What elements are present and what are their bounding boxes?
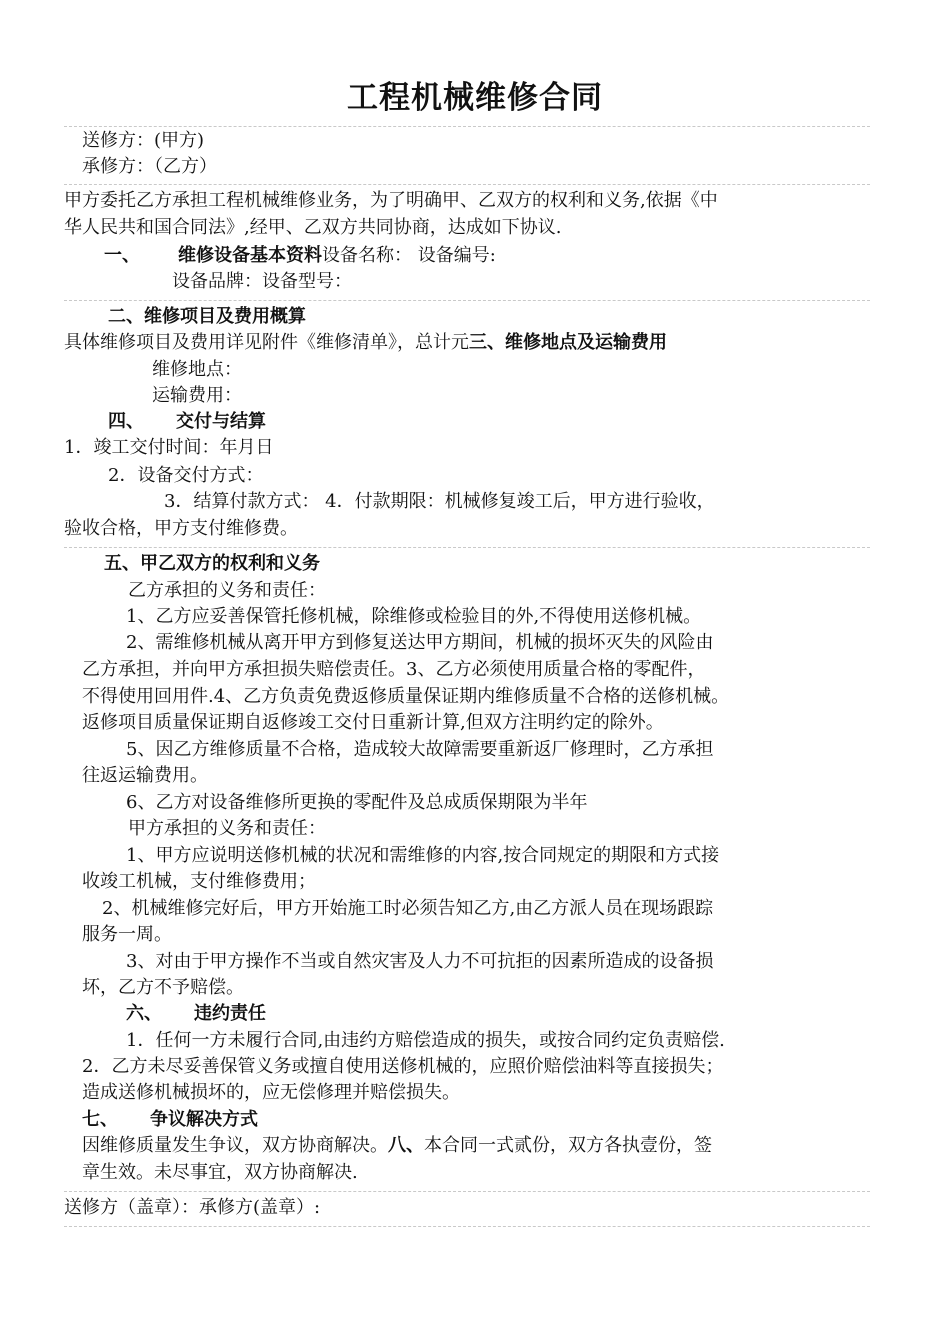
section-1-line-1 bbox=[104, 243, 496, 269]
party-b-duties-title: 乙方承担的义务和责任： bbox=[128, 580, 326, 601]
section-7-line-2: 章生效。未尽事宜，双方协商解决. bbox=[82, 1162, 358, 1183]
party-b-duty-5-line-1: 5、因乙方维修质量不合格，造成较大故障需要重新返厂修理时，乙方承担 bbox=[126, 739, 714, 760]
section-4-item-1: 1．竣工交付时间：年月日 bbox=[64, 437, 274, 458]
section-4-heading-line bbox=[108, 409, 266, 435]
party-a-duty-2-line-1: 2、机械维修完好后，甲方开始施工时必须告知乙方,由乙方派人员在现场跟踪 bbox=[102, 898, 714, 919]
repair-location-line: 维修地点： bbox=[152, 359, 242, 380]
signature-line: 送修方（盖章）：承修方(盖章）: bbox=[64, 1197, 321, 1218]
sender-party-line: 送修方：(甲方) bbox=[82, 130, 205, 151]
party-b-duty-2-line-3: 不得使用回用件.4、乙方负责免费返修质量保证期内维修质量不合格的送修机械。 bbox=[82, 686, 730, 707]
section-4-heading: 交付与结算 bbox=[176, 411, 266, 432]
section-4-item-3-line-2: 验收合格，甲方支付维修费。 bbox=[64, 518, 298, 539]
section-6-item-2-line-2: 造成送修机械损坏的，应无偿修理并赔偿损失。 bbox=[82, 1082, 460, 1103]
section-2-text: 具体维修项目及费用详见附件《维修清单》，总计元 bbox=[64, 332, 469, 353]
party-b-duty-2-line-1: 2、需维修机械从离开甲方到修复送达甲方期间，机械的损坏灭失的风险由 bbox=[126, 632, 714, 653]
party-a-duty-3-line-2: 坏，乙方不予赔偿。 bbox=[82, 977, 244, 998]
party-b-duty-2-line-4: 返修项目质量保证期自返修竣工交付日重新计算,但双方注明约定的除外。 bbox=[82, 712, 664, 733]
section-6-heading: 违约责任 bbox=[194, 1003, 266, 1024]
section-1-fields: 设备名称： 设备编号: bbox=[322, 245, 496, 266]
intro-line-2: 华人民共和国合同法》,经甲、乙双方共同协商，达成如下协议. bbox=[64, 217, 562, 238]
party-b-duty-5-line-2: 往返运输费用。 bbox=[82, 765, 208, 786]
section-7-heading-line bbox=[82, 1107, 258, 1133]
party-b-duty-6: 6、乙方对设备维修所更换的零配件及总成质保期限为半年 bbox=[126, 792, 588, 813]
divider bbox=[64, 126, 870, 127]
party-a-duty-2-line-2: 服务一周。 bbox=[82, 924, 172, 945]
section-7-heading: 争议解决方式 bbox=[150, 1109, 258, 1130]
section-4-item-3-line-1: 3．结算付款方式： 4．付款期限：机械修复竣工后，甲方进行验收， bbox=[164, 491, 715, 512]
section-7-number: 七、 bbox=[82, 1109, 118, 1130]
section-2-heading: 二、维修项目及费用概算 bbox=[108, 306, 306, 327]
section-3-heading: 三、维修地点及运输费用 bbox=[469, 332, 667, 353]
section-4-item-2: 2．设备交付方式： bbox=[108, 465, 264, 486]
party-a-duty-1-line-1: 1、甲方应说明送修机械的状况和需维修的内容,按合同规定的期限和方式接 bbox=[126, 845, 720, 866]
section-6-item-1: 1．任何一方未履行合同,由违约方赔偿造成的损失，或按合同约定负责赔偿. bbox=[126, 1030, 725, 1051]
document-title: 工程机械维修合同 bbox=[347, 80, 603, 116]
section-8-text: 本合同一式贰份，双方各执壹份，签 bbox=[424, 1135, 712, 1156]
section-7-line-1 bbox=[82, 1133, 712, 1159]
divider bbox=[64, 184, 870, 185]
section-1-number: 一、 bbox=[104, 245, 140, 266]
section-1-line-2: 设备品牌：设备型号： bbox=[172, 271, 352, 292]
section-7-text: 因维修质量发生争议，双方协商解决。 bbox=[82, 1135, 388, 1156]
party-b-duty-2-line-2: 乙方承担，并向甲方承担损失赔偿责任。3、乙方必须使用质量合格的零配件， bbox=[82, 659, 706, 680]
section-6-number: 六、 bbox=[126, 1003, 162, 1024]
party-a-duties-title: 甲方承担的义务和责任： bbox=[128, 818, 326, 839]
party-a-duty-1-line-2: 收竣工机械，支付维修费用； bbox=[82, 871, 316, 892]
freight-cost-line: 运输费用： bbox=[152, 385, 242, 406]
intro-line-1: 甲方委托乙方承担工程机械维修业务，为了明确甲、乙双方的权利和义务,依据《中 bbox=[64, 190, 718, 211]
divider bbox=[64, 547, 870, 548]
party-a-duty-3-line-1: 3、对由于甲方操作不当或自然灾害及人力不可抗拒的因素所造成的设备损 bbox=[126, 951, 714, 972]
divider bbox=[64, 300, 870, 301]
divider bbox=[64, 1191, 870, 1192]
section-6-heading-line bbox=[126, 1001, 266, 1027]
section-1-heading: 维修设备基本资料 bbox=[178, 245, 322, 266]
divider bbox=[64, 1226, 870, 1227]
section-6-item-2-line-1: 2．乙方未尽妥善保管义务或擅自使用送修机械的，应照价赔偿油料等直接损失； bbox=[82, 1056, 724, 1077]
section-5-heading: 五、甲乙双方的权利和义务 bbox=[104, 553, 320, 574]
repairer-party-line: 承修方：（乙方） bbox=[82, 156, 217, 177]
party-b-duty-1: 1、乙方应妥善保管托修机械，除维修或检验目的外,不得使用送修机械。 bbox=[126, 606, 702, 627]
section-4-number: 四、 bbox=[108, 411, 144, 432]
section-8-heading: 八、 bbox=[388, 1135, 424, 1156]
section-2-line-1 bbox=[64, 330, 667, 356]
